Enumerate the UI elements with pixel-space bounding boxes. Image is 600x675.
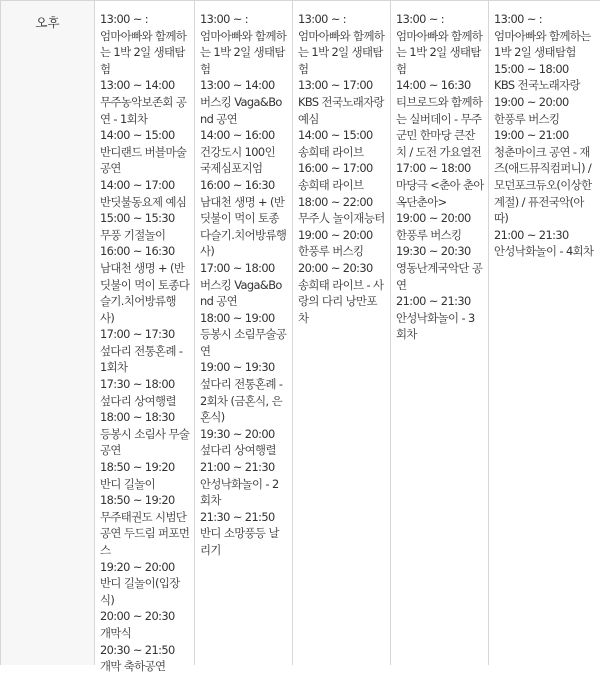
event-title: 등봉시 소림무술공연 [200, 327, 287, 358]
event-title: 엄마아빠와 함께하는 1박 2일 생태탐험 [200, 28, 287, 76]
schedule-event [396, 243, 484, 293]
day-column-1 [95, 1, 195, 674]
schedule-event [100, 177, 190, 210]
event-title: 섶다리 전통혼례 - 2회차 (금혼식, 은혼식) [200, 377, 283, 425]
event-title: KBS 전국노래자랑 예심 [298, 94, 384, 126]
event-title: 송희태 라이브 [298, 144, 364, 159]
event-title: 송희태 라이브 - 사랑의 다리 낭만포차 [298, 277, 384, 325]
event-title: 안성낙화놀이 - 2회차 [200, 476, 279, 508]
event-time: 21:30 ~ 21:50 [200, 509, 275, 524]
event-title: 등봉시 소림사 무술공연 [100, 426, 190, 458]
event-time: 18:00 ~ 22:00 [298, 194, 373, 209]
event-title: 섶다리 상여행렬 [100, 393, 176, 408]
schedule-event [100, 326, 190, 376]
event-time: 19:30 ~ 20:00 [200, 426, 275, 441]
event-time: 19:00 ~ 20:00 [298, 227, 373, 242]
event-time: 17:30 ~ 18:00 [100, 377, 175, 392]
event-title: 안성낙화놀이 - 4회차 [494, 244, 594, 259]
event-time: 17:00 ~ 17:30 [100, 327, 175, 342]
event-title: 반디랜드 버블마술공연 [100, 144, 187, 176]
event-title: 무주人 놀이재능터 [298, 211, 385, 226]
event-title: 남대천 생명 + (반딧불이 먹이 토종다슬기.치어방류행사) [200, 194, 287, 259]
schedule-event [100, 127, 190, 177]
event-time: 19:00 ~ 21:00 [494, 128, 569, 143]
schedule-event [494, 94, 596, 127]
schedule-event [200, 260, 288, 310]
event-time: 17:00 ~ 18:00 [200, 260, 275, 275]
event-time: 18:00 ~ 19:00 [200, 310, 275, 325]
event-time: 18:00 ~ 18:30 [100, 410, 175, 425]
day-column-3 [293, 1, 391, 665]
event-time: 13:00 ~ 14:00 [100, 78, 175, 93]
event-title: 엄마아빠와 함께하는 1박 2일 생태탐험 [396, 28, 483, 76]
schedule-event [100, 608, 190, 641]
event-time: 19:20 ~ 20:00 [100, 559, 175, 574]
event-time: 13:00 ~ : [200, 12, 249, 26]
schedule-event [100, 642, 190, 675]
event-title: KBS 전국노래자랑 [494, 78, 580, 93]
schedule-event [298, 11, 386, 77]
event-time: 20:00 ~ 20:30 [100, 609, 175, 624]
schedule-event [298, 194, 386, 227]
schedule-event [200, 77, 288, 127]
event-time: 18:50 ~ 19:20 [100, 493, 175, 508]
event-time: 13:00 ~ : [396, 12, 445, 26]
schedule-event [298, 260, 386, 326]
event-time: 15:00 ~ 15:30 [100, 211, 175, 226]
event-title: 안성낙화놀이 - 3회차 [396, 310, 475, 342]
event-time: 14:00 ~ 16:00 [200, 128, 275, 143]
schedule-event [494, 227, 596, 260]
schedule-event [200, 310, 288, 360]
event-time: 19:00 ~ 19:30 [200, 360, 275, 375]
schedule-event [494, 11, 596, 61]
event-title: 무주농악보존회 공연 - 1회차 [100, 94, 187, 126]
schedule-event [100, 409, 190, 459]
schedule-event [396, 293, 484, 343]
event-time: 21:00 ~ 21:30 [200, 460, 275, 475]
event-title: 한풍루 버스킹 [396, 227, 462, 242]
schedule-event [200, 509, 288, 559]
event-time: 14:00 ~ 15:00 [100, 128, 175, 143]
day-column-2 [195, 1, 293, 665]
event-title: 무풍 기절놀이 [100, 227, 166, 242]
event-time: 20:30 ~ 21:50 [100, 642, 175, 657]
event-title: 엄마아빠와 함께하는 1박 2일 생태탐험 [100, 28, 187, 76]
event-title: 마당극 <춘아 춘아 옥단춘아> [396, 177, 484, 209]
day-column-5 [489, 1, 600, 665]
event-title: 반디 소망풍등 날리기 [200, 526, 279, 557]
schedule-event [298, 227, 386, 260]
row-label-afternoon [1, 1, 95, 665]
schedule-event [396, 11, 484, 77]
schedule-event [200, 459, 288, 509]
event-title: 개막식 [100, 625, 132, 640]
event-time: 14:00 ~ 16:30 [396, 78, 471, 93]
event-time: 19:00 ~ 20:00 [396, 211, 471, 226]
event-time: 13:00 ~ 14:00 [200, 78, 275, 93]
schedule-event [396, 210, 484, 243]
schedule-event [298, 160, 386, 193]
event-time: 13:00 ~ : [100, 12, 149, 26]
event-title: 엄마아빠와 함께하는 1박 2일 생태탐험 [494, 28, 591, 60]
event-title: 청춘마이크 공연 - 재즈(애드뮤직컴퍼니) / 모던포크듀오(이상한 계절) / 퓨전국악(아따) [494, 144, 592, 226]
event-time: 16:00 ~ 16:30 [200, 177, 275, 192]
schedule-event [100, 210, 190, 243]
event-time: 15:00 ~ 18:00 [494, 61, 569, 76]
event-title: 엄마아빠와 함께하는 1박 2일 생태탐험 [298, 28, 385, 76]
schedule-event [200, 177, 288, 260]
schedule-event [298, 127, 386, 160]
schedule-event [494, 127, 596, 227]
event-time: 21:00 ~ 21:30 [396, 294, 471, 309]
day-column-4 [391, 1, 489, 665]
event-title: 버스킹 Vaga&Bond 공연 [200, 94, 282, 126]
event-title: 무주태권도 시범단 공연 두드림 퍼포먼스 [100, 509, 190, 557]
event-time: 18:50 ~ 19:20 [100, 460, 175, 475]
event-time: 13:00 ~ : [494, 12, 543, 26]
event-time: 20:00 ~ 20:30 [298, 260, 373, 275]
event-time: 21:00 ~ 21:30 [494, 227, 569, 242]
schedule-event [100, 243, 190, 326]
row-label-text: 오후 [35, 15, 60, 30]
event-time: 16:00 ~ 16:30 [100, 244, 175, 259]
event-title: 한풍루 버스킹 [298, 244, 364, 259]
event-title: 개막 축하공연 [100, 659, 166, 674]
event-time: 16:00 ~ 17:00 [298, 161, 373, 176]
event-title: 섶다리 전통혼례 - 1회차 [100, 343, 183, 375]
schedule-event [100, 459, 190, 492]
event-time: 13:00 ~ : [298, 12, 347, 26]
schedule-event [494, 61, 596, 94]
schedule-event [200, 426, 288, 459]
event-title: 반디 길놀이(입장식) [100, 576, 180, 607]
schedule-event [298, 77, 386, 127]
schedule-event [100, 376, 190, 409]
event-title: 남대천 생명 + (반딧불이 먹이 토종다슬기.치어방류행사) [100, 260, 190, 325]
event-title: 반디 길놀이 [100, 476, 156, 491]
event-title: 송희태 라이브 [298, 177, 364, 192]
schedule-event [200, 127, 288, 177]
event-title: 반딧불동요제 예심 [100, 194, 187, 209]
event-title: 버스킹 Vaga&Bond 공연 [200, 277, 282, 309]
schedule-event [100, 77, 190, 127]
event-time: 13:00 ~ 17:00 [298, 78, 373, 93]
event-time: 17:00 ~ 18:00 [396, 161, 471, 176]
schedule-event [200, 359, 288, 425]
event-time: 14:00 ~ 17:00 [100, 177, 175, 192]
schedule-event [396, 77, 484, 160]
schedule-event [100, 559, 190, 609]
event-title: 섶다리 상여행렬 [200, 443, 276, 458]
schedule-event [396, 160, 484, 210]
schedule-event [100, 11, 190, 77]
event-time: 19:30 ~ 20:30 [396, 244, 471, 259]
event-title: 한풍루 버스킹 [494, 111, 560, 126]
event-time: 19:00 ~ 20:00 [494, 94, 569, 109]
schedule-event [100, 492, 190, 558]
event-time: 14:00 ~ 15:00 [298, 128, 373, 143]
event-title: 건강도시 100인 국제심포지엄 [200, 144, 275, 176]
schedule-event [200, 11, 288, 77]
event-title: 티브로드와 함께하는 실버데이 - 무주군민 한마당 큰잔치 / 도전 가요열전 [396, 94, 483, 159]
event-title: 영동난계국악단 공연 [396, 260, 483, 292]
